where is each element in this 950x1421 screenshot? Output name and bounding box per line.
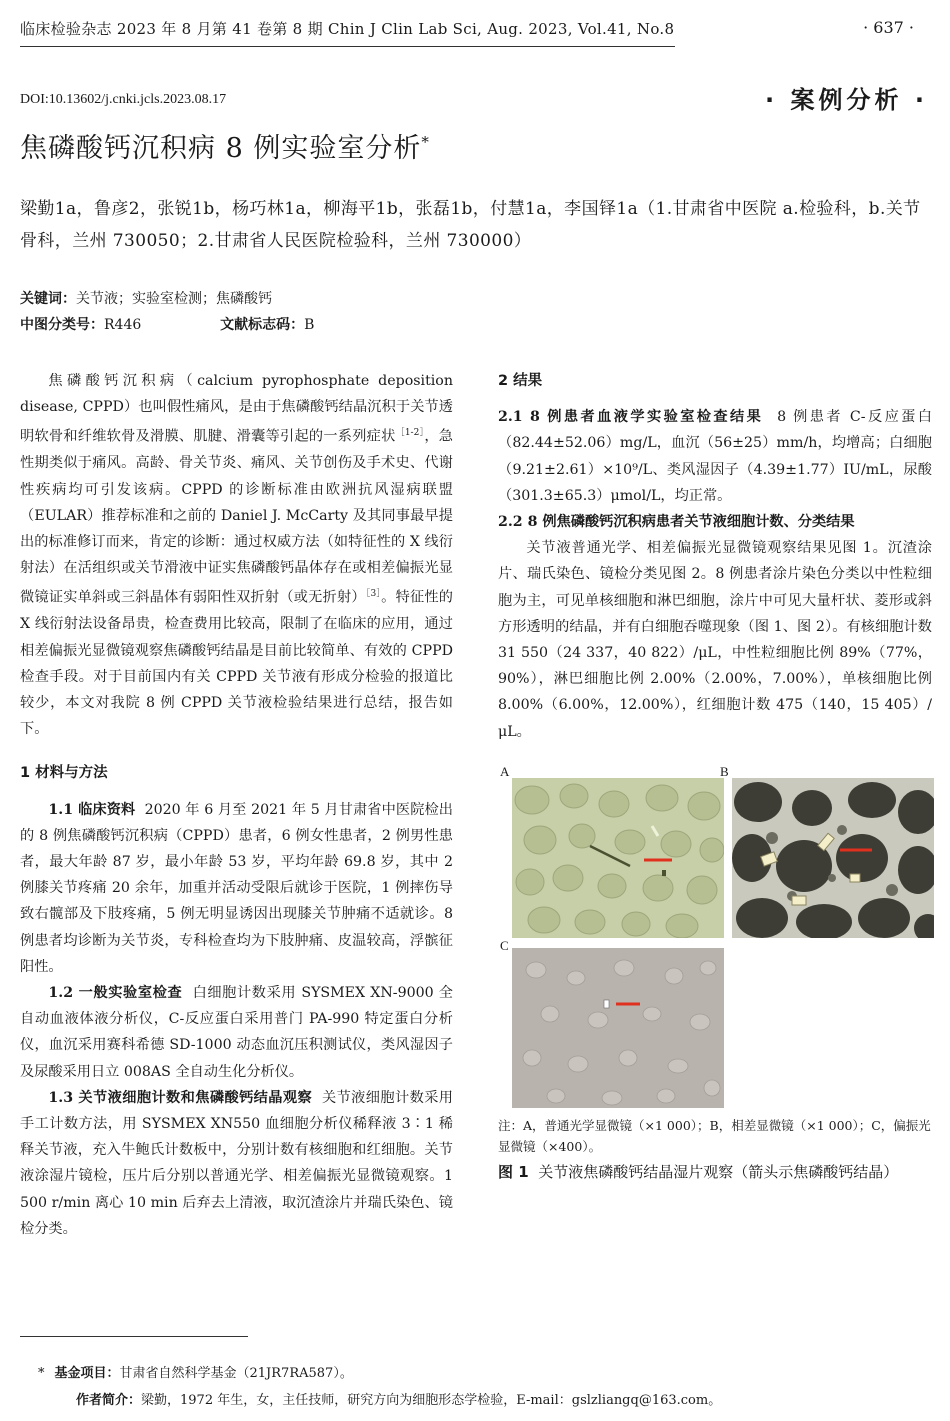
keywords-value: 关节液；实验室检测；焦磷酸钙 (76, 291, 272, 307)
section-1-1-label: 1.1 临床资料 (48, 801, 136, 818)
author-footnote (76, 1389, 721, 1408)
section-1-2 (20, 980, 453, 1085)
keywords-line (20, 286, 920, 312)
figure-caption (498, 1159, 934, 1186)
classification-value: R446 (104, 317, 142, 333)
author-list: 梁勤1a，鲁彦2，张锐1b，杨巧林1a，柳海平1b，张磊1b，付慧1a，李国铎1a（1.甘肃省中医院 a.检验科，b.关节骨科，兰州 730050；2.甘肃省人民医院检验科，兰州 730000） (20, 199, 921, 251)
section-2-2-body: 关节液普通光学、相差偏振光显微镜观察结果见图 1。沉渣涂片、瑞氏染色、镜检分类见图 2。8 例患者涂片染色分类以中性粒细胞为主，可见单核细胞和淋巴细胞，涂片中可见大量杆状、菱形或斜方形透明的结晶，并有白细胞吞噬现象（图 1、图 2）。有核细胞计数 31 550（24 337，40 822）/μL，中性粒细胞比例 89%（77%，90%），淋巴细胞比例 2.00%（2.00%，7.00%），单核细胞比例 8.00%（6.00%，12.00%），红细胞计数 475（140，15 405）/μL。 (498, 540, 932, 740)
section-2-1-label: 2.1 8 例患者血液学实验室检查结果 (498, 409, 764, 426)
footnote-rule (20, 1336, 248, 1337)
running-head: 临床检验杂志 2023 年 8 月第 41 卷第 8 期 Chin J Clin Lab Sci, Aug. 2023, Vol.41, No.8 (20, 20, 675, 38)
left-column (20, 368, 453, 1242)
intro-text-2: ，急性期类似于痛风。高龄、骨关节炎、痛风、关节创伤及手术史、代谢性疾病均可引发该病。CPPD 的诊断标准由欧洲抗风湿病联盟（EULAR）推荐标准和之前的 Daniel J. McCarty 及其同事最早提出的标准修订而来，肯定的诊断：通过权威方法（如特征性的 X 线衍射法）在活组织或关节滑液中证实焦磷酸钙晶体存在或相差偏振光显微镜证实单斜或三斜晶体有弱阳性双折射（或无折射） (20, 429, 453, 607)
section-2-2-label: 2.2 8 例焦磷酸钙沉积病患者关节液细胞计数、分类结果 (498, 514, 855, 531)
fund-text: 甘肃省自然科学基金（21JR7RA587）。 (119, 1366, 353, 1381)
article-title (20, 126, 430, 165)
figure-caption-text: 关节液焦磷酸钙结晶湿片观察（箭头示焦磷酸钙结晶） (538, 1163, 899, 1181)
intro-text-3: 。特征性的 X 线衍射法设备昂贵，检查费用比较高，限制了在临床的应用，通过相差偏振光显微镜观察焦磷酸钙结晶是目前比较简单、有效的 CPPD 检查手段。对于目前国内有关 CPPD 关节液有形成分检验的报道比较少，本文对我院 8 例 CPPD 关节液检验结果进行总结，报告如下。 (20, 590, 453, 738)
section-1-3-text: 关节液细胞计数采用手工计数方法，用 SYSMEX XN550 血细胞分析仪稀释液 3∶1 稀释关节液，充入牛鲍氏计数板中，分别计数有核细胞和红细胞。关节液涂湿片镜检，压片后分别以普通光学、相差偏振光显微镜观察。1 500 r/min 离心 10 min 后弃去上清液，取沉渣涂片并瑞氏染色、镜检分类。 (20, 1089, 453, 1237)
section-1-3 (20, 1085, 453, 1242)
section-1-1 (20, 797, 453, 980)
panel-b-micrograph (732, 778, 934, 938)
panel-a-micrograph (512, 778, 724, 938)
section-1-heading: 1 材料与方法 (20, 765, 108, 782)
panel-a-label: A (500, 764, 510, 779)
fund-marker: * (38, 1366, 45, 1381)
right-column (498, 368, 932, 745)
doi[interactable]: DOI:10.13602/j.cnki.jcls.2023.08.17 (20, 92, 227, 107)
doc-code-value: B (304, 317, 315, 333)
panel-b-photo (732, 778, 934, 938)
section-1-3-label: 1.3 关节液细胞计数和焦磷酸钙结晶观察 (48, 1089, 313, 1106)
section-2-1-text: 8 例患者 C-反应蛋白（82.44±52.06）mg/L，血沉（56±25）mm/h，均增高；白细胞（9.21±2.61）×10⁹/L、类风湿因子（4.39±1.77）IU/mL，尿酸（301.3±65.3）μmol/L，均正常。 (498, 409, 932, 504)
panel-c-label: C (500, 938, 509, 953)
figure-note: 注：A，普通光学显微镜（×1 000）；B，相差显微镜（×1 000）；C，偏振光显微镜（×400）。 (498, 1118, 931, 1154)
citation-1-2[interactable]: ［1-2］ (395, 428, 425, 439)
figure-1 (498, 766, 934, 1126)
section-tag: · 案例分析 · (765, 86, 928, 114)
fund-label: 基金项目： (54, 1366, 120, 1381)
header-rule (20, 46, 675, 47)
intro-paragraph (20, 368, 453, 742)
panel-b-label: B (720, 764, 729, 779)
title-footnote-mark: * (421, 133, 430, 151)
title-text: 焦磷酸钙沉积病 8 例实验室分析 (20, 133, 422, 164)
panel-c-photo (512, 948, 724, 1108)
fund-footnote (38, 1362, 353, 1381)
panel-c-micrograph (512, 948, 724, 1108)
keywords-block (20, 286, 920, 338)
figure-caption-label: 图 1 (498, 1163, 529, 1181)
panel-a-photo (512, 778, 724, 938)
section-1-1-text: 2020 年 6 月至 2021 年 5 月甘肃省中医院检出的 8 例焦磷酸钙沉积病（CPPD）患者，6 例女性患者，2 例男性患者，最大年龄 87 岁，最小年龄 53 岁，平均年龄 69.8 岁，其中 2 例膝关节疼痛 20 余年，加重并活动受限后就诊于医院，1 例摔伤导致右髋部及下肢疼痛，5 例无明显诱因出现膝关节肿痛不适就诊。8 例患者均诊断为关节炎，专科检查均为下肢肿痛、皮温较高，浮髌征阳性。 (20, 801, 453, 975)
section-2-1 (498, 404, 932, 509)
citation-3[interactable]: ［3］ (365, 589, 382, 600)
classification-line (20, 312, 920, 338)
section-1-2-text: 白细胞计数采用 SYSMEX XN-9000 全自动血液体液分析仪，C-反应蛋白采用普门 PA-990 特定蛋白分析仪，血沉采用赛科希德 SD-1000 动态血沉压积测试仪，类风湿因子及尿酸采用日立 008AS 全自动生化分析仪。 (20, 984, 453, 1080)
page-number: · 637 · (863, 18, 914, 37)
author-bio-label: 作者简介： (76, 1393, 142, 1408)
section-1-2-label: 1.2 一般实验室检查 (48, 984, 183, 1001)
intro-text-1: 焦磷酸钙沉积病（calcium pyrophosphate deposition disease, CPPD）也叫假性痛风，是由于焦磷酸钙结晶沉积于关节透明软骨和纤维软骨及滑膜、肌腱、滑囊等引起的一系列症状 (20, 373, 453, 446)
section-2-heading: 2 结果 (498, 373, 543, 389)
classification-label: 中图分类号： (20, 317, 104, 333)
author-bio-text: 梁勤，1972 年生，女，主任技师，研究方向为细胞形态学检验，E-mail：gslzliangq@163.com。 (141, 1393, 722, 1408)
keywords-label: 关键词： (20, 291, 76, 307)
doc-code-label: 文献标志码： (220, 317, 305, 333)
section-2-2 (498, 509, 932, 535)
